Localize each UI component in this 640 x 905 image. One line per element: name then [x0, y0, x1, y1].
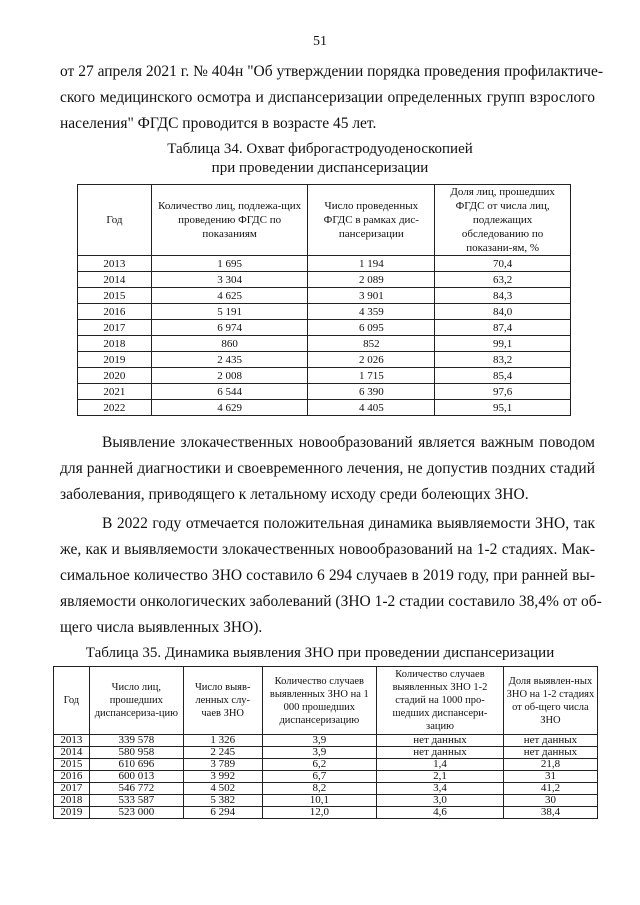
table-cell: нет данных [503, 747, 597, 759]
table-row [54, 771, 598, 783]
table-row [78, 336, 571, 352]
table-cell: 2014 [54, 747, 90, 759]
table-row [78, 272, 571, 288]
table34-header-cell: Количество лиц, подлежа-щих проведению ФГДС по показаниям [151, 185, 308, 256]
paragraph-zno-detection [60, 430, 595, 508]
page-number: 51 [313, 34, 327, 49]
table-row [54, 747, 598, 759]
table-cell: 6 544 [151, 384, 308, 400]
table-cell: 2018 [78, 336, 152, 352]
table-cell: 4 405 [308, 400, 435, 416]
table-cell: 2013 [78, 256, 152, 272]
table35-header-cell: Число лиц, прошедших диспансериза-цию [89, 667, 183, 735]
table-cell: 4 359 [308, 304, 435, 320]
table-cell: 4 625 [151, 288, 308, 304]
table35-caption: Таблица 35. Динамика выявления ЗНО при проведении диспансеризации [85, 645, 555, 661]
table34 [77, 184, 571, 416]
table-cell: нет данных [377, 747, 504, 759]
table-row [54, 807, 598, 819]
table-cell: 84,3 [435, 288, 571, 304]
table35 [53, 666, 598, 819]
table-cell: 2 435 [151, 352, 308, 368]
table-row [54, 735, 598, 747]
table-cell: 2013 [54, 735, 90, 747]
table34-caption [0, 140, 640, 178]
paragraph-zno-dynamics [60, 511, 602, 641]
table-cell: 5 382 [183, 795, 262, 807]
table-cell: нет данных [503, 735, 597, 747]
table-cell: 3 304 [151, 272, 308, 288]
intro-paragraph [60, 59, 604, 137]
table-cell: 2 008 [151, 368, 308, 384]
table-cell: 1 715 [308, 368, 435, 384]
table-row [78, 320, 571, 336]
table-cell: 83,2 [435, 352, 571, 368]
table-cell: 12,0 [262, 807, 377, 819]
table-cell: 6 095 [308, 320, 435, 336]
table35-header-cell: Число выяв-ленных слу-чаев ЗНО [183, 667, 262, 735]
table-cell: 6,7 [262, 771, 377, 783]
table-cell: 2017 [78, 320, 152, 336]
table-cell: 546 772 [89, 783, 183, 795]
table-cell: 860 [151, 336, 308, 352]
table35-header-cell: Доля выявлен-ных ЗНО на 1-2 стадиях от об-щего числа ЗНО [503, 667, 597, 735]
table-cell: 38,4 [503, 807, 597, 819]
para1-line: заболевания, приводящего к летальному исходу среди болеющих ЗНО. [60, 486, 529, 503]
table34-header-cell: Доля лиц, прошедших ФГДС от числа лиц, подлежащих обследованию по показани-ям, % [435, 185, 571, 256]
table-cell: 87,4 [435, 320, 571, 336]
table34-header-cell: Число проведенных ФГДС в рамках дис-пансеризации [308, 185, 435, 256]
table34-header-row [78, 185, 571, 256]
table-cell: 1 194 [308, 256, 435, 272]
table-cell: 41,2 [503, 783, 597, 795]
table-cell: 2 026 [308, 352, 435, 368]
table-cell: 3 992 [183, 771, 262, 783]
table-row [54, 795, 598, 807]
table-cell: 10,1 [262, 795, 377, 807]
table-cell: 2 089 [308, 272, 435, 288]
table-cell: 6 974 [151, 320, 308, 336]
table34-caption-line2: при проведении диспансеризации [211, 160, 429, 176]
table-cell: 2 245 [183, 747, 262, 759]
para2-line: В 2022 году отмечается положительная динамика выявляемости ЗНО, так [102, 515, 595, 532]
intro-line: населения" ФГДС проводится в возрасте 45 лет. [60, 115, 377, 132]
table-cell: 2017 [54, 783, 90, 795]
table-cell: 2,1 [377, 771, 504, 783]
table-cell: 2014 [78, 272, 152, 288]
table-cell: 600 013 [89, 771, 183, 783]
table-row [78, 288, 571, 304]
table-cell: нет данных [377, 735, 504, 747]
table-cell: 2020 [78, 368, 152, 384]
table-cell: 95,1 [435, 400, 571, 416]
table-row [78, 384, 571, 400]
table-cell: 6,2 [262, 759, 377, 771]
table-cell: 2018 [54, 795, 90, 807]
table-row [78, 368, 571, 384]
table-cell: 2015 [54, 759, 90, 771]
table-row [54, 759, 598, 771]
table-cell: 3,9 [262, 747, 377, 759]
table-row [78, 400, 571, 416]
table-cell: 2019 [54, 807, 90, 819]
table-cell: 30 [503, 795, 597, 807]
table-row [54, 783, 598, 795]
table-cell: 4 629 [151, 400, 308, 416]
table-cell: 2015 [78, 288, 152, 304]
table35-header-row [54, 667, 598, 735]
table-cell: 70,4 [435, 256, 571, 272]
table-cell: 3,9 [262, 735, 377, 747]
table-cell: 5 191 [151, 304, 308, 320]
table-cell: 63,2 [435, 272, 571, 288]
table-cell: 2022 [78, 400, 152, 416]
table-cell: 2016 [78, 304, 152, 320]
para2-line: же, как и выявляемости злокачественных новообразований на 1-2 стадиях. Мак- [60, 541, 595, 558]
table-cell: 4 502 [183, 783, 262, 795]
table-cell: 31 [503, 771, 597, 783]
table-cell: 3,0 [377, 795, 504, 807]
para1-line: для ранней диагностики и своевременного лечения, не допустив поздних стадий [60, 460, 595, 477]
table-cell: 580 958 [89, 747, 183, 759]
table34-caption-line1: Таблица 34. Охват фиброгастродуоденоскопией [167, 141, 473, 157]
table-cell: 21,8 [503, 759, 597, 771]
table-cell: 2016 [54, 771, 90, 783]
table-cell: 3,4 [377, 783, 504, 795]
table-cell: 1,4 [377, 759, 504, 771]
table-cell: 99,1 [435, 336, 571, 352]
table-cell: 533 587 [89, 795, 183, 807]
para2-line: являемости онкологических заболеваний (ЗНО 1-2 стадии составило 38,4% от об- [60, 593, 602, 610]
table-cell: 339 578 [89, 735, 183, 747]
table-row [78, 352, 571, 368]
table35-header-cell: Количество случаев выявленных ЗНО на 1 000 прошедших диспансеризацию [262, 667, 377, 735]
table-cell: 3 789 [183, 759, 262, 771]
para2-line: щего числа выявленных ЗНО). [60, 619, 263, 636]
table-row [78, 304, 571, 320]
table-cell: 4,6 [377, 807, 504, 819]
table-cell: 85,4 [435, 368, 571, 384]
table35-header-cell: Год [54, 667, 90, 735]
table-cell: 1 695 [151, 256, 308, 272]
table34-header-cell: Год [78, 185, 152, 256]
table-cell: 1 326 [183, 735, 262, 747]
table-cell: 84,0 [435, 304, 571, 320]
table-cell: 8,2 [262, 783, 377, 795]
table-cell: 97,6 [435, 384, 571, 400]
table-cell: 6 390 [308, 384, 435, 400]
table-cell: 523 000 [89, 807, 183, 819]
table35-header-cell: Количество случаев выявленных ЗНО 1-2 стадий на 1000 про-шедших диспансери-зацию [377, 667, 504, 735]
table-cell: 610 696 [89, 759, 183, 771]
table-cell: 2021 [78, 384, 152, 400]
intro-line: ского медицинского осмотра и диспансеризации определенных групп взрослого [60, 89, 595, 106]
intro-line: от 27 апреля 2021 г. № 404н "Об утверждении порядка проведения профилактиче- [60, 63, 604, 80]
table-cell: 3 901 [308, 288, 435, 304]
table-cell: 2019 [78, 352, 152, 368]
table-cell: 852 [308, 336, 435, 352]
table-row [78, 256, 571, 272]
para2-line: симальное количество ЗНО составило 6 294 случаев в 2019 году, при ранней вы- [60, 567, 595, 584]
table-cell: 6 294 [183, 807, 262, 819]
para1-line: Выявление злокачественных новообразований является важным поводом [102, 434, 595, 451]
